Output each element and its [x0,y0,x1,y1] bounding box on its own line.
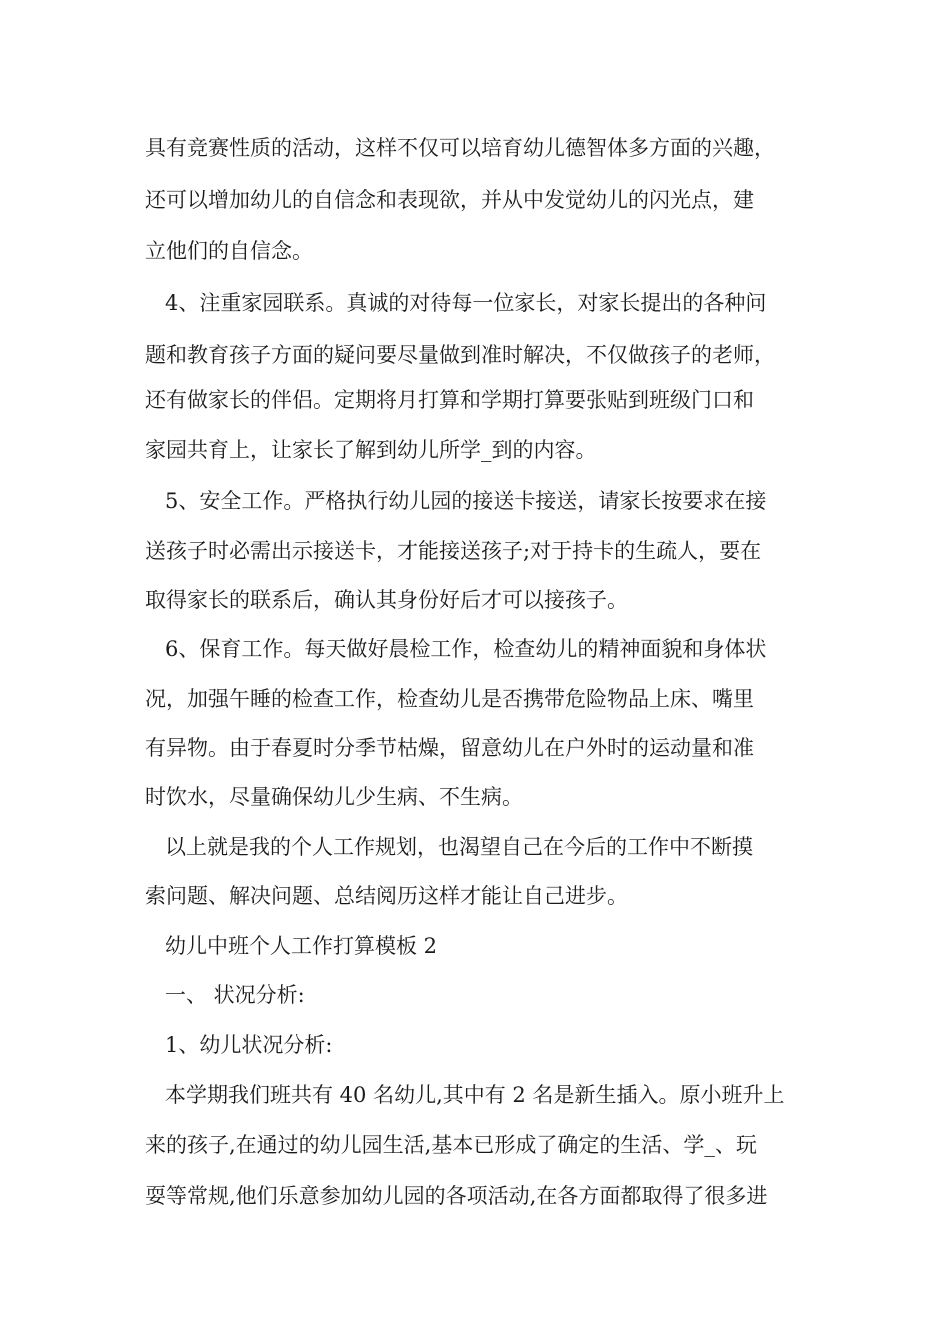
text-line: 还有做家长的伴侣。定期将月打算和学期打算要张贴到班级门口和 [145,388,754,412]
text-line: 还可以增加幼儿的自信念和表现欲，并从中发觉幼儿的闪光点，建 [145,188,754,212]
text-line: 送孩子时必需出示接送卡，才能接送孩子;对于持卡的生疏人，要在 [145,539,762,563]
text-line: 耍等常规,他们乐意参加幼儿园的各项活动,在各方面都取得了很多进 [145,1184,768,1208]
text-line: 时饮水，尽量确保幼儿少生病、不生病。 [145,785,523,809]
text-line: 题和教育孩子方面的疑问要尽量做到准时解决，不仅做孩子的老师， [145,343,775,367]
text-line: 本学期我们班共有 40 名幼儿,其中有 2 名是新生插入。原小班升上 [165,1083,785,1107]
text-line: 4、注重家园联系。真诚的对待每一位家长，对家长提出的各种问 [165,291,767,315]
text-line: 1、幼儿状况分析: [165,1033,333,1057]
text-line: 取得家长的联系后，确认其身份好后才可以接孩子。 [145,588,628,612]
text-line: 立他们的自信念。 [145,239,313,263]
text-line: 6、保育工作。每天做好晨检工作，检查幼儿的精神面貌和身体状 [165,637,767,661]
text-line: 有异物。由于春夏时分季节枯燥，留意幼儿在户外时的运动量和准 [145,736,754,760]
text-line: 5、安全工作。严格执行幼儿园的接送卡接送，请家长按要求在接 [165,489,767,513]
text-line: 况，加强午睡的检查工作，检查幼儿是否携带危险物品上床、嘴里 [145,687,754,711]
text-line: 一、 状况分析: [165,983,305,1007]
text-line: 家园共育上，让家长了解到幼儿所学_到的内容。 [145,438,597,462]
text-line: 幼儿中班个人工作打算模板 2 [165,934,438,958]
text-line: 以上就是我的个人工作规划，也渴望自己在今后的工作中不断摸 [165,835,753,859]
text-line: 来的孩子,在通过的幼儿园生活,基本已形成了确定的生活、学_、玩 [145,1133,757,1157]
text-line: 索问题、解决问题、总结阅历这样才能让自己进步。 [145,884,628,908]
text-line: 具有竞赛性质的活动，这样不仅可以培育幼儿德智体多方面的兴趣， [145,136,775,160]
